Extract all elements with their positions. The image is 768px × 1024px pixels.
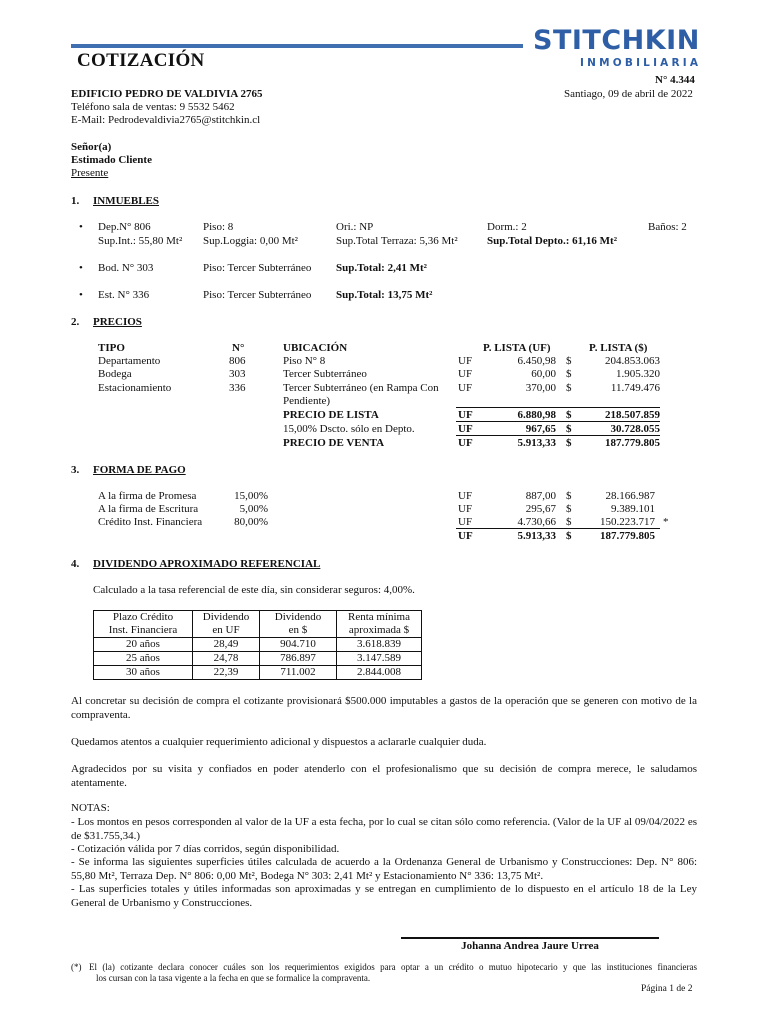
descuento-sym: $: [566, 423, 572, 435]
pago-sym: $: [566, 516, 572, 528]
pago-clp: 28.166.987: [605, 490, 655, 502]
pago-uf: 295,67: [525, 503, 556, 515]
pago-pct: 80,00%: [234, 516, 268, 528]
depto-floor: Piso: 8: [203, 221, 234, 233]
signature-line: [401, 937, 659, 939]
table-row-clp: 204.853.063: [605, 355, 660, 367]
col-header-n: N°: [232, 342, 245, 354]
page-title: COTIZACIÓN: [77, 50, 205, 71]
depto-sup-loggia: Sup.Loggia: 0,00 Mt²: [203, 235, 298, 247]
salutation-1: Señor(a): [71, 141, 112, 153]
depto-orientation: Ori.: NP: [336, 221, 374, 233]
table-row-n: 336: [229, 382, 246, 394]
divider: [456, 528, 660, 529]
depto-bedrooms: Dorm.: 2: [487, 221, 527, 233]
dividendo-table: [93, 610, 422, 680]
descuento-uf: 967,65: [525, 423, 556, 435]
table-header-cell: Renta mínima aproximada $: [337, 611, 422, 638]
email: E-Mail: Pedrodevaldivia2765@stitchkin.cl: [71, 114, 261, 126]
note-item: - Cotización válida por 7 días corridos, según disponibilidad.: [71, 843, 340, 855]
dividendo-intro: Calculado a la tasa referencial de este día, sin considerar seguros: 4,00%.: [93, 584, 415, 596]
table-row-uf: 60,00: [531, 368, 556, 380]
pago-cur: UF: [458, 490, 473, 502]
precio-venta-clp: 187.779.805: [605, 437, 660, 449]
table-row: [94, 638, 422, 652]
bodega-sup-total: Sup.Total: 2,41 Mt²: [336, 262, 427, 274]
precio-venta-label: PRECIO DE VENTA: [283, 437, 385, 449]
table-cell: 28,49: [193, 638, 260, 652]
table-header-cell: Dividendo en UF: [193, 611, 260, 638]
notes-title: NOTAS:: [71, 802, 110, 814]
header-rule: [71, 44, 523, 48]
footnote-mark: (*): [71, 962, 82, 972]
table-cell: 711.002: [260, 666, 337, 680]
col-header-uf: P. LISTA (UF): [483, 342, 551, 354]
pago-total-uf: 5.913,33: [517, 530, 556, 542]
paragraph-gastos: Al concretar su decisión de compra el cotizante provisionará $500.000 imputables a gastos de la operación que se generen con motivo de la compraventa.: [71, 695, 697, 721]
col-header-ubicacion: UBICACIÓN: [283, 342, 348, 354]
signature-name: Johanna Andrea Jaure Urrea: [461, 940, 599, 952]
section-4-title: DIVIDENDO APROXIMADO REFERENCIAL: [93, 558, 321, 570]
precio-venta-sym: $: [566, 437, 572, 449]
pago-pct: 5,00%: [239, 503, 268, 515]
col-header-clp: P. LISTA ($): [589, 342, 648, 354]
depto-bathrooms: Baños: 2: [648, 221, 687, 233]
table-cell: 904.710: [260, 638, 337, 652]
bodega-number: Bod. N° 303: [98, 262, 154, 274]
precio-venta-uf: 5.913,33: [517, 437, 556, 449]
table-row-ubic: Piso N° 8: [283, 355, 326, 367]
paragraph-agradecidos: Agradecidos por su visita y confiados en poder atenderlo con el profesionalismo que su decisión de compra merece, le saludamos atentamente.: [71, 763, 697, 789]
pago-total-clp: 187.779.805: [600, 530, 655, 542]
table-row-sym: $: [566, 382, 572, 394]
table-row-sym: $: [566, 368, 572, 380]
table-cell: 20 años: [94, 638, 193, 652]
pago-total-cur: UF: [458, 530, 473, 542]
precio-venta-cur: UF: [458, 437, 473, 449]
depto-sup-terraza: Sup.Total Terraza: 5,36 Mt²: [336, 235, 458, 247]
date-line: Santiago, 09 de abril de 2022: [564, 88, 693, 100]
bodega-floor: Piso: Tercer Subterráneo: [203, 262, 312, 274]
note-item: - Los montos en pesos corresponden al valor de la UF a esta fecha, por lo cual se citan sólo como referencia. (Valor de la UF al 09/04/2022 es de $31.755,34.): [71, 816, 697, 842]
pago-cur: UF: [458, 503, 473, 515]
footnote-text-2: los cursan con la tasa vigente a la fecha en que se formalice la compraventa.: [96, 973, 371, 983]
pago-pct: 15,00%: [234, 490, 268, 502]
note-item: - Las superficies totales y útiles informadas son aproximadas y se entregan en cumplimiento de lo dispuesto en el artículo 18 de la Ley General de Urbanismo y Construcciones.: [71, 883, 697, 909]
section-1-title: INMUEBLES: [93, 195, 160, 207]
pago-uf: 887,00: [525, 490, 556, 502]
table-row-uf: 6.450,98: [517, 355, 556, 367]
table-header-row: [94, 611, 422, 638]
phone: Teléfono sala de ventas: 9 5532 5462: [71, 101, 235, 113]
descuento-clp: 30.728.055: [610, 423, 660, 435]
pago-cur: UF: [458, 516, 473, 528]
table-header-cell: Dividendo en $: [260, 611, 337, 638]
brand-logo: STITCHKIN: [533, 25, 700, 56]
section-2-title: PRECIOS: [93, 316, 142, 328]
section-3-number: 3.: [71, 464, 80, 476]
table-row-tipo: Departamento: [98, 355, 161, 367]
table-row-cur: UF: [458, 382, 473, 394]
depto-sup-total: Sup.Total Depto.: 61,16 Mt²: [487, 235, 618, 247]
page-number: Página 1 de 2: [641, 984, 693, 994]
building-name: EDIFICIO PEDRO DE VALDIVIA 2765: [71, 88, 263, 100]
pago-footnote-mark: *: [663, 516, 669, 528]
quote-number: N° 4.344: [655, 74, 695, 86]
table-row-uf: 370,00: [525, 382, 556, 394]
table-row-clp: 1.905.320: [616, 368, 660, 380]
table-row-n: 303: [229, 368, 246, 380]
table-cell: 2.844.008: [337, 666, 422, 680]
divider: [456, 421, 660, 422]
table-header-cell: Plazo Crédito Inst. Financiera: [94, 611, 193, 638]
bullet: •: [79, 289, 83, 301]
table-row: [94, 652, 422, 666]
precio-lista-sym: $: [566, 409, 572, 421]
section-2-number: 2.: [71, 316, 80, 328]
estac-floor: Piso: Tercer Subterráneo: [203, 289, 312, 301]
pago-uf: 4.730,66: [517, 516, 556, 528]
pago-label: A la firma de Escritura: [98, 503, 199, 515]
col-header-tipo: TIPO: [98, 342, 125, 354]
table-cell: 25 años: [94, 652, 193, 666]
table-row-ubic: Tercer Subterráneo (en Rampa Con: [283, 382, 439, 394]
precio-lista-clp: 218.507.859: [605, 409, 660, 421]
table-row-cur: UF: [458, 355, 473, 367]
table-row-n: 806: [229, 355, 246, 367]
descuento-cur: UF: [458, 423, 473, 435]
footnote-text-1: El (la) cotizante declara conocer cuáles son los requerimientos exigidos para optar a un crédito o mutuo hipotecario y que las instituciones financieras: [89, 962, 697, 972]
depto-number: Dep.N° 806: [98, 221, 151, 233]
table-cell: 22,39: [193, 666, 260, 680]
estac-sup-total: Sup.Total: 13,75 Mt²: [336, 289, 433, 301]
table-cell: 24,78: [193, 652, 260, 666]
section-3-title: FORMA DE PAGO: [93, 464, 186, 476]
salutation-3: Presente: [71, 167, 109, 179]
table-row-cur: UF: [458, 368, 473, 380]
table-cell: 30 años: [94, 666, 193, 680]
note-item: - Se informa las siguientes superficies útiles calculada de acuerdo a la Ordenanza General de Urbanismo y Construcciones: Dep. N° 806: 55,80 Mt², Terraza Dep. N° 806: 0,00 Mt², Bodega N° 303: 2,41 Mt² y Estacionamiento N° 336: 13,75 Mt².: [71, 856, 697, 882]
table-row: [94, 666, 422, 680]
table-cell: 786.897: [260, 652, 337, 666]
pago-label: Crédito Inst. Financiera: [98, 516, 203, 528]
table-row-ubic: Tercer Subterráneo: [283, 368, 367, 380]
table-row-ubic-cont: Pendiente): [283, 395, 331, 407]
pago-sym: $: [566, 490, 572, 502]
brand-sub: INMOBILIARIA: [580, 57, 702, 69]
table-row-clp: 11.749.476: [610, 382, 660, 394]
bullet: •: [79, 221, 83, 233]
precio-lista-label: PRECIO DE LISTA: [283, 409, 379, 421]
depto-sup-int: Sup.Int.: 55,80 Mt²: [98, 235, 183, 247]
table-cell: 3.147.589: [337, 652, 422, 666]
estac-number: Est. N° 336: [98, 289, 150, 301]
pago-clp: 9.389.101: [611, 503, 655, 515]
pago-clp: 150.223.717: [600, 516, 655, 528]
divider: [456, 435, 660, 436]
divider: [456, 407, 660, 408]
pago-sym: $: [566, 503, 572, 515]
section-4-number: 4.: [71, 558, 80, 570]
paragraph-atentos: Quedamos atentos a cualquier requerimiento adicional y dispuestos a aclararle cualquier duda.: [71, 736, 487, 748]
precio-lista-cur: UF: [458, 409, 473, 421]
bullet: •: [79, 262, 83, 274]
pago-total-sym: $: [566, 530, 572, 542]
section-1-number: 1.: [71, 195, 80, 207]
table-row-sym: $: [566, 355, 572, 367]
salutation-2: Estimado Cliente: [71, 154, 152, 166]
table-row-tipo: Bodega: [98, 368, 132, 380]
table-cell: 3.618.839: [337, 638, 422, 652]
table-row-tipo: Estacionamiento: [98, 382, 172, 394]
descuento-label: 15,00% Dscto. sólo en Depto.: [283, 423, 415, 435]
pago-label: A la firma de Promesa: [98, 490, 197, 502]
precio-lista-uf: 6.880,98: [517, 409, 556, 421]
